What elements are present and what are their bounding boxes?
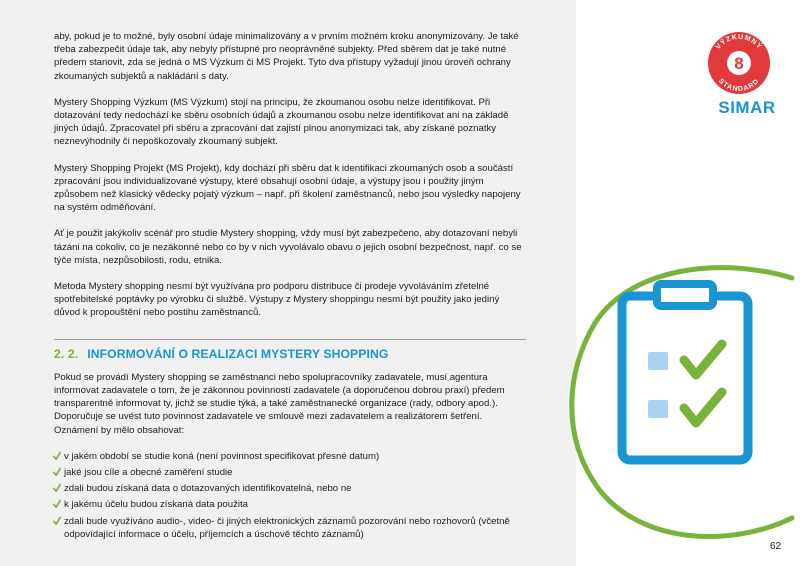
- list-item: [54, 450, 526, 463]
- list-item: [54, 498, 526, 511]
- paragraph-1: aby, pokud je to možné, byly osobní údaje minimalizovány a v prvním možném kroku anonymizovány. Je také třeba zabezpečit údaje tak, aby nebyly přístupné pro neoprávněné subjekty. Před sběrem dat je také nutné předem stanovit, zda se jedná o MS Výzkum či MS Projekt. Tyto dva přístupy vyžadují jinou úroveň ochrany zkoumaných subjektů a nakládání s daty.: [54, 31, 519, 82]
- list-item: [54, 466, 526, 479]
- section-intro: Pokud se provádí Mystery shopping se zaměstnanci nebo spolupracovníky zadavatele, musí agentura informovat zadavatele o tom, že je zákonnou povinností zadavatele (a doporučenou dobrou praxí) předem transparentně informovat ty, jichž se studie týká, a také zaměstnanecké organizace (rady, odbory apod.). Doporučuje se uvést tuto povinnost zadavatele ve smlouvě mezi zadavatelem a realizátorem šetření. Oznámení by mělo obsahovat:: [54, 371, 505, 436]
- list-item-text: jaké jsou cíle a obecné zaměření studie: [64, 467, 233, 479]
- paragraph-3: Mystery Shopping Projekt (MS Projekt), kdy dochází při sběru dat k identifikaci zkoumaných osob a součástí zpracování jsou individualizované výstupy, které obsahují osobní údaje, a výstupy jsou i použity jiným způsobem než klasický vědecky pojatý výzkum – např. při školení zaměstnanců, nebo jsou výsledky napojeny na systém odměňování.: [54, 162, 521, 214]
- check-icon: [53, 516, 61, 526]
- list-item: [54, 515, 526, 541]
- list-item-text: k jakému účelu budou získaná data použita: [64, 499, 249, 511]
- simar-logo: SIMAR: [718, 98, 776, 117]
- check-icon: [53, 499, 61, 509]
- badge-top-text: VÝZKUMNÝ: [714, 33, 764, 52]
- checklist: [54, 450, 526, 541]
- section-title: INFORMOVÁNÍ O REALIZACI MYSTERY SHOPPING: [87, 346, 389, 361]
- section-number: 2. 2.: [54, 346, 79, 361]
- paragraph-4: Ať je použit jakýkoliv scénář pro studie Mystery shopping, vždy musí být zabezpečeno, aby dotazovaní nebyli tázáni na cokoliv, co je nezákonné nebo co by v nich vyvolávalo obavu o jejich osobní bezpečnost, např. co se týče místa, nezpůsobilosti, rodu, etnika.: [54, 228, 522, 266]
- section-heading: [54, 348, 526, 361]
- check-icon: [53, 467, 61, 477]
- list-item-text: zdali bude využíváno audio-, video- či jiných elektronických záznamů pozorování nebo rozhovorů (včetně odpovídající informace o účelu, příjemcích a úschově těchto záznamů): [64, 515, 510, 540]
- badge-bottom-text: STANDARD: [717, 77, 762, 94]
- paragraph-2: Mystery Shopping Výzkum (MS Výzkum) stojí na principu, že zkoumanou osobu nelze identifikovat. Při dotazování tedy nedochází ke sběru osobních údajů a zkoumanou osobu nelze identifikovat ani na základě jiných údajů. Zpracovatel při sběru a zpracování dat zajistí plnou anonymizaci tak, aby získané poznatky neznevýhodnily či nepoškozovaly zkoumaný subjekt.: [54, 96, 509, 148]
- paragraph-5: Metoda Mystery shopping nesmí být využívána pro podporu distribuce či prodeje vyvoláváním zřetelné spotřebitelské poptávky po výrobku či službě. Výstupy z Mystery shoppingu nesmí být použity jako jediný důvod k propouštění nebo postihu zaměstnanců.: [54, 281, 500, 319]
- text-column: [54, 30, 526, 544]
- page-number: 62: [770, 541, 782, 552]
- list-item-text: zdali budou získaná data o dotazovaných identifikovatelná, nebo ne: [64, 483, 352, 495]
- check-icon: [53, 451, 61, 461]
- clipboard-checklist-icon: [560, 248, 800, 548]
- section-divider: [54, 339, 526, 340]
- badge-number: 8: [734, 54, 744, 73]
- list-item-text: v jakém období se studie koná (není povinnost specifikovat přesné datum): [64, 450, 380, 462]
- check-icon: [53, 483, 61, 493]
- list-item: [54, 482, 526, 495]
- standard-badge-icon: [704, 30, 774, 96]
